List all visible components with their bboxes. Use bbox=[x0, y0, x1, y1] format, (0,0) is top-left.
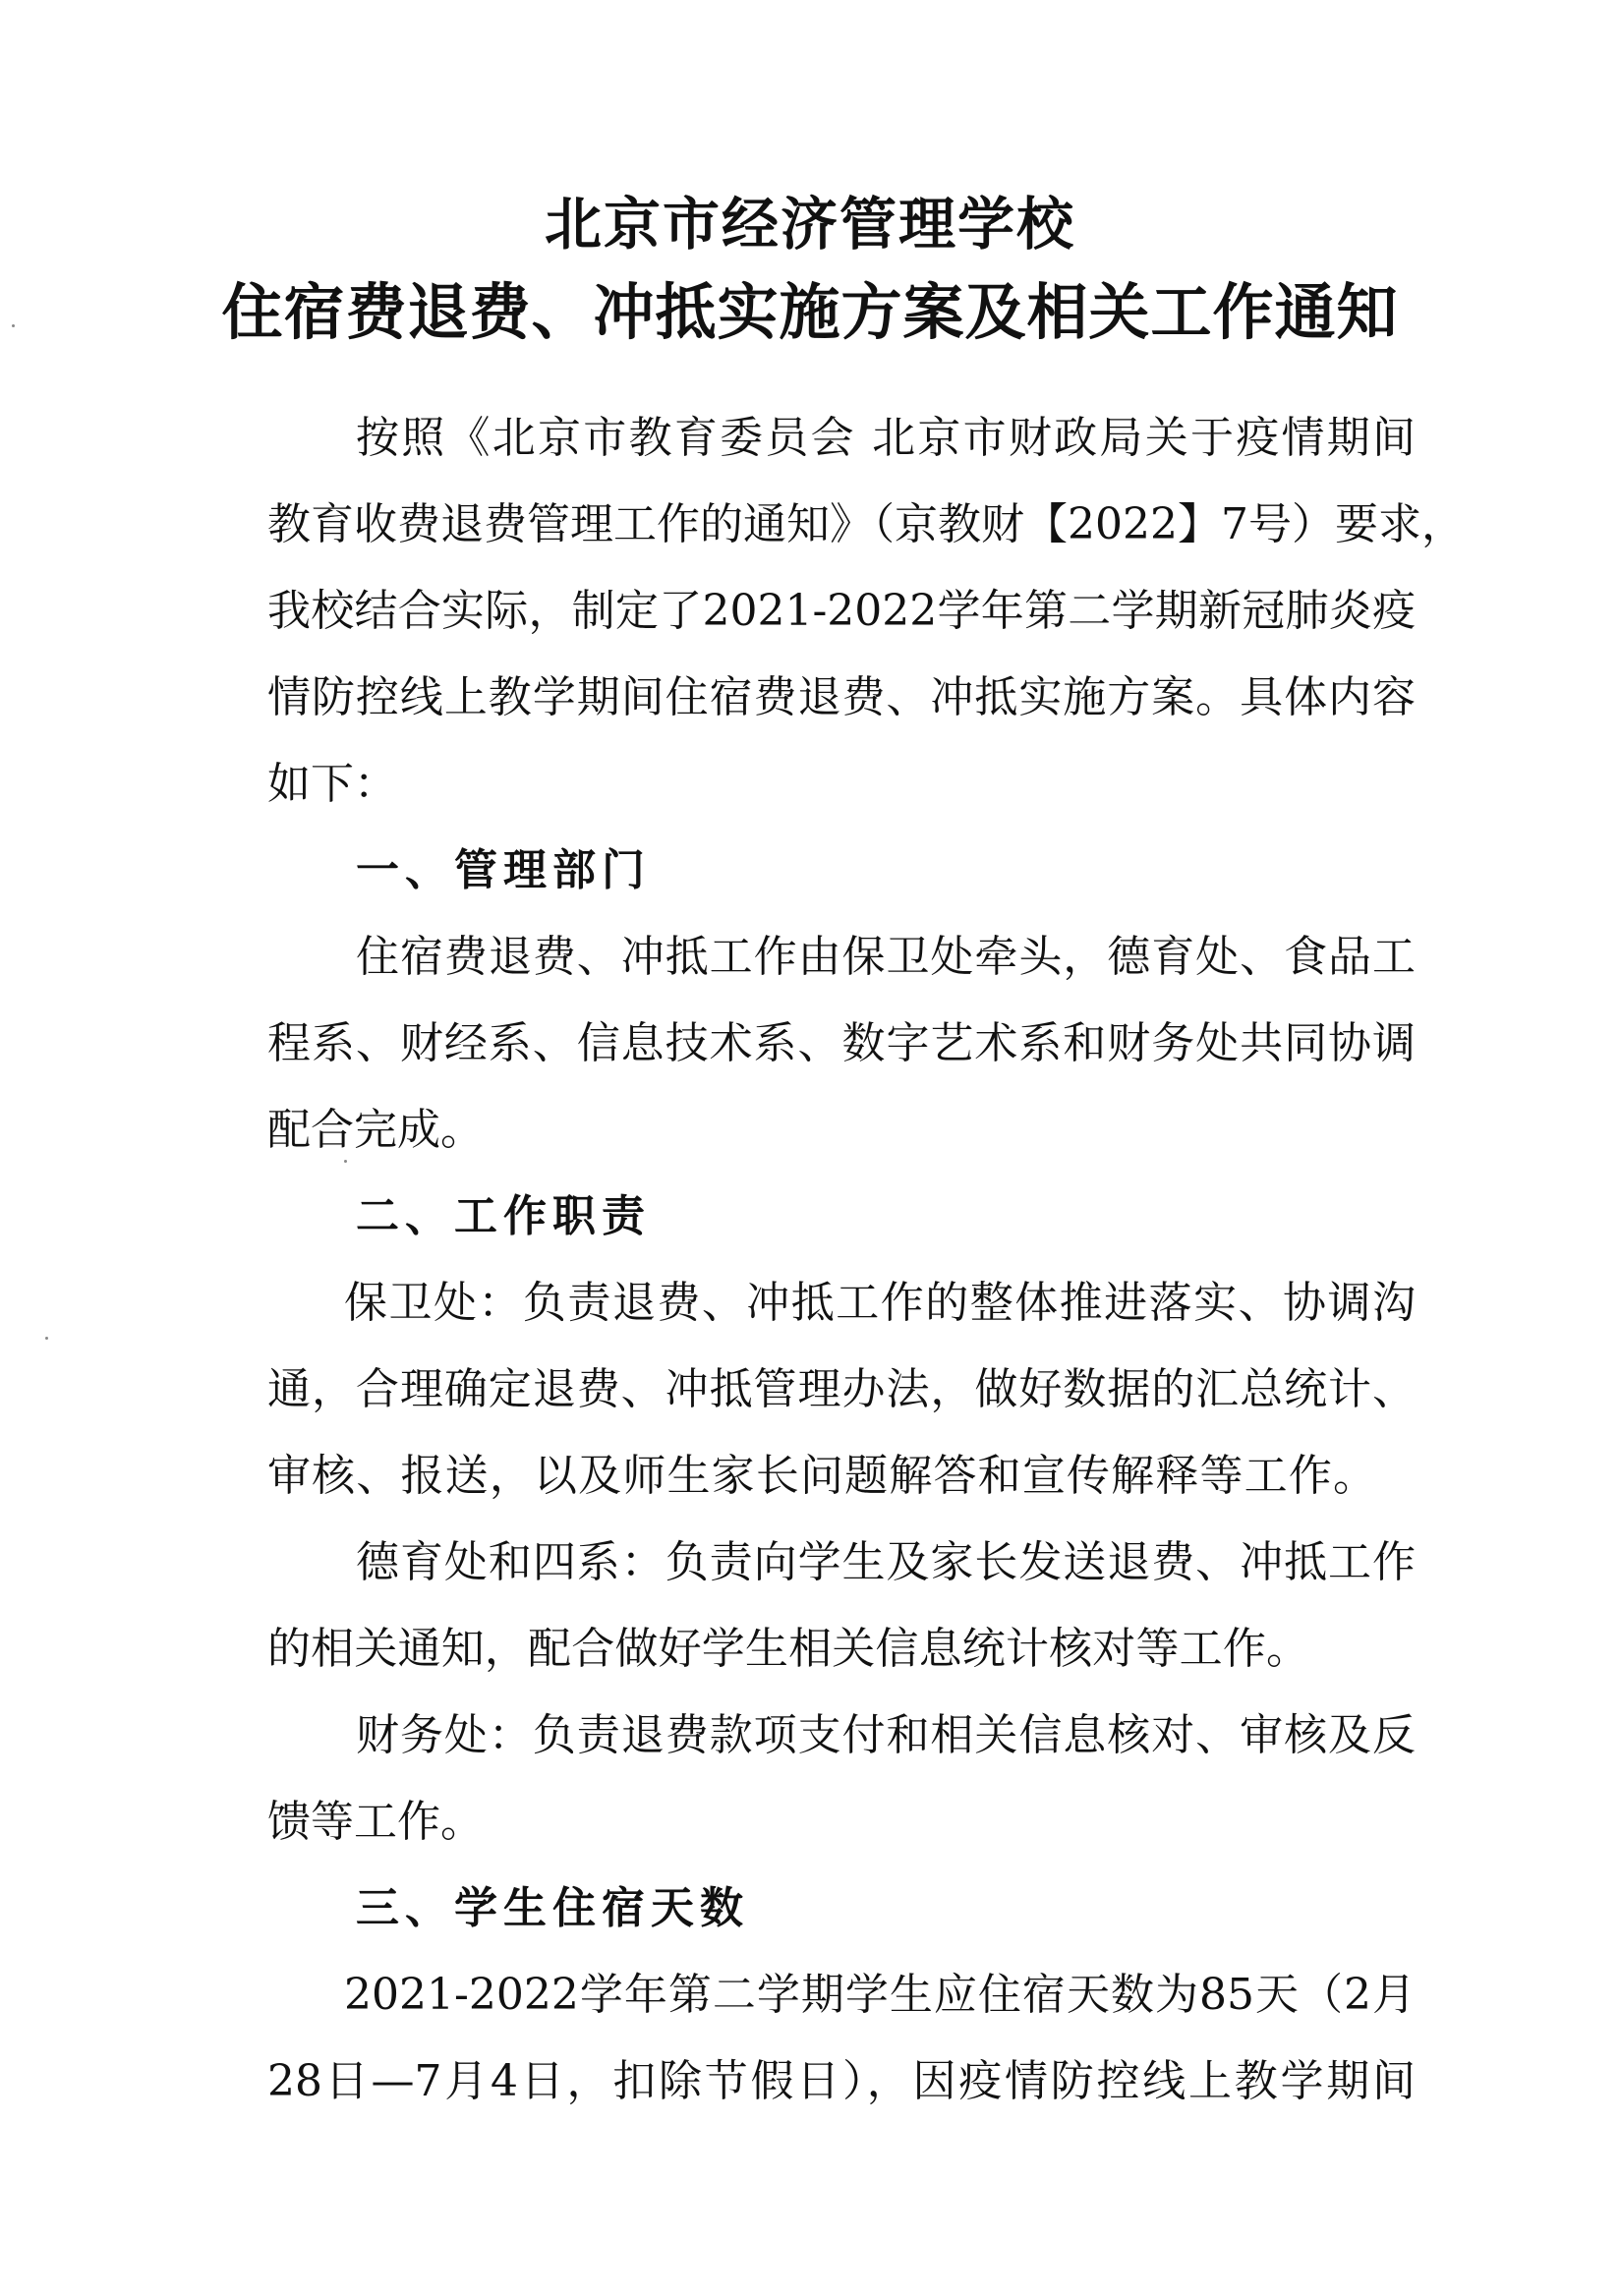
intro-line: 教育收费退费管理工作的通知》（京教财【2022】7号）要求， bbox=[267, 499, 1465, 549]
intro-line: 按照《北京市教育委员会 北京市财政局关于疫情期间 bbox=[356, 413, 1416, 463]
section2-security-line: 审核、报送，以及师生家长问题解答和宣传解释等工作。 bbox=[267, 1451, 1376, 1501]
intro-line: 如下： bbox=[267, 759, 397, 809]
section-heading-management: 一、管理部门 bbox=[356, 845, 651, 895]
section1-line: 住宿费退费、冲抵工作由保卫处牵头，德育处、食品工 bbox=[356, 932, 1416, 982]
section2-moral-line: 德育处和四系：负责向学生及家长发送退费、冲抵工作 bbox=[356, 1537, 1416, 1587]
section2-finance-line: 财务处：负责退费款项支付和相关信息核对、审核及反 bbox=[356, 1710, 1416, 1760]
section-heading-accommodation-days: 三、学生住宿天数 bbox=[356, 1883, 749, 1933]
section2-moral-line: 的相关通知，配合做好学生相关信息统计核对等工作。 bbox=[267, 1624, 1309, 1674]
document-title-school: 北京市经济管理学校 bbox=[544, 191, 1075, 258]
document-title-subject: 住宿费退费、冲抵实施方案及相关工作通知 bbox=[221, 276, 1399, 348]
section2-security-line: 通，合理确定退费、冲抵管理办法，做好数据的汇总统计、 bbox=[267, 1364, 1416, 1414]
scan-speck bbox=[12, 324, 15, 327]
scan-speck bbox=[45, 1337, 48, 1340]
section2-finance-line: 馈等工作。 bbox=[267, 1797, 484, 1847]
section3-line: 28日—7月4日，扣除节假日），因疫情防控线上教学期间 bbox=[267, 2056, 1416, 2106]
section1-line: 程系、财经系、信息技术系、数字艺术系和财务处共同协调 bbox=[267, 1018, 1416, 1068]
section3-line: 2021-2022学年第二学期学生应住宿天数为85天（2月 bbox=[344, 1970, 1416, 2020]
intro-line: 情防控线上教学期间住宿费退费、冲抵实施方案。具体内容 bbox=[267, 672, 1416, 722]
section-heading-duties: 二、工作职责 bbox=[356, 1191, 651, 1241]
scan-speck bbox=[344, 1160, 347, 1163]
section2-security-line: 保卫处：负责退费、冲抵工作的整体推进落实、协调沟 bbox=[344, 1278, 1416, 1328]
section1-line: 配合完成。 bbox=[267, 1105, 484, 1155]
intro-line: 我校结合实际，制定了2021-2022学年第二学期新冠肺炎疫 bbox=[267, 586, 1416, 636]
